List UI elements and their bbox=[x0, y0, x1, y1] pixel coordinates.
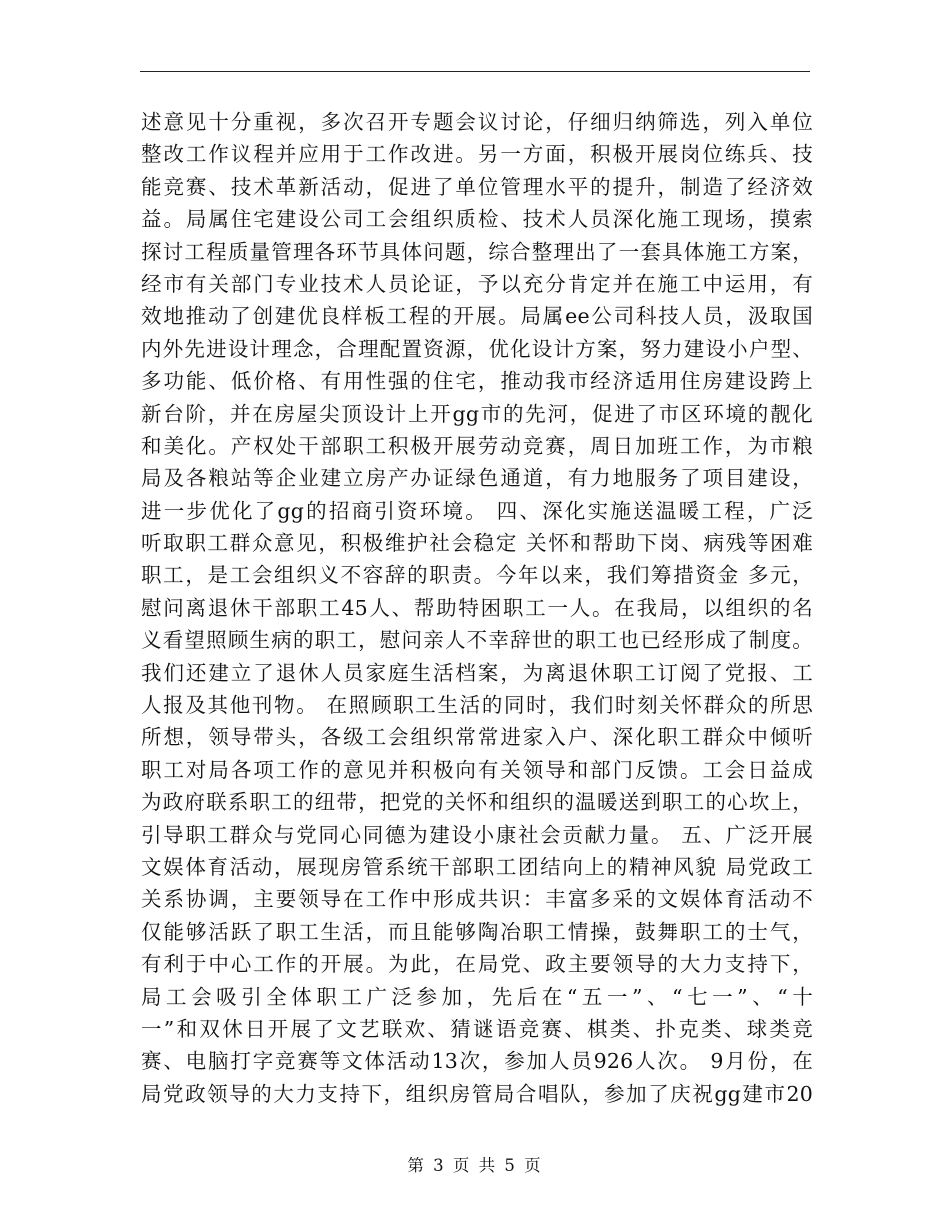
text-line: 和美化。产权处干部职工积极开展劳动竞赛，周日加班工作，为市粮 bbox=[141, 433, 813, 458]
text-line: 进一步优化了gg的招商引资环境。 四、深化实施送温暖工程，广泛 bbox=[141, 498, 813, 523]
text-line: 整改工作议程并应用于工作改进。另一方面，积极开展岗位练兵、技 bbox=[141, 142, 813, 167]
text-line: 义看望照顾生病的职工，慰问亲人不幸辞世的职工也已经形成了制度。 bbox=[141, 628, 813, 653]
page-footer: 第 3 页 共 5 页 bbox=[407, 1156, 543, 1175]
text-line: 文娱体育活动，展现房管系统干部职工团结向上的精神风貌 局党政工 bbox=[141, 854, 813, 879]
text-line: 局及各粮站等企业建立房产办证绿色通道，有力地服务了项目建设， bbox=[141, 466, 813, 491]
text-line: 赛、电脑打字竞赛等文体活动13次，参加人员926人次。 9月份，在 bbox=[141, 1049, 813, 1074]
text-line: 关系协调，主要领导在工作中形成共识：丰富多采的文娱体育活动不 bbox=[141, 887, 813, 912]
text-line: 所想，领导带头，各级工会组织常常进家入户、深化职工群众中倾听 bbox=[141, 725, 813, 750]
text-line: 经市有关部门专业技术人员论证，予以充分肯定并在施工中运用，有 bbox=[141, 271, 813, 296]
text-line: 听取职工群众意见，积极维护社会稳定 关怀和帮助下岗、病残等困难 bbox=[141, 531, 813, 556]
text-line: 人报及其他刊物。 在照顾职工生活的同时，我们时刻关怀群众的所思 bbox=[141, 693, 813, 718]
text-line: 局党政领导的大力支持下，组织房管局合唱队，参加了庆祝gg建市20 bbox=[141, 1081, 813, 1106]
text-line: 我们还建立了退休人员家庭生活档案，为离退休职工订阅了党报、工 bbox=[141, 660, 813, 685]
text-line: 新台阶，并在房屋尖顶设计上开gg市的先河，促进了市区环境的靓化 bbox=[141, 401, 813, 426]
text-line: 述意见十分重视，多次召开专题会议讨论，仔细归纳筛选，列入单位 bbox=[141, 110, 813, 134]
text-line: 内外先进设计理念，合理配置资源，优化设计方案，努力建设小户型、 bbox=[141, 336, 813, 361]
text-line: 职工，是工会组织义不容辞的职责。今年以来，我们筹措资金 多元， bbox=[141, 563, 813, 588]
text-line: 局工会吸引全体职工广泛参加，先后在“五一”、“七一”、“十 bbox=[141, 984, 813, 1009]
text-line: 能竞赛、技术革新活动，促进了单位管理水平的提升，制造了经济效 bbox=[141, 174, 813, 199]
text-line: 有利于中心工作的开展。为此，在局党、政主要领导的大力支持下， bbox=[141, 952, 813, 977]
text-line: 仅能够活跃了职工生活，而且能够陶冶职工情操，鼓舞职工的士气， bbox=[141, 919, 813, 944]
text-line: 为政府联系职工的纽带，把党的关怀和组织的温暖送到职工的心坎上， bbox=[141, 790, 813, 815]
text-line: 一”和双休日开展了文艺联欢、猜谜语竞赛、棋类、扑克类、球类竞 bbox=[141, 1016, 813, 1041]
body-text bbox=[141, 106, 813, 1110]
text-line: 多功能、低价格、有用性强的住宅，推动我市经济适用住房建设跨上 bbox=[141, 369, 813, 394]
text-line: 引导职工群众与党同心同德为建设小康社会贡献力量。 五、广泛开展 bbox=[141, 822, 813, 847]
header-rule bbox=[140, 71, 810, 72]
text-line: 慰问离退休干部职工45人、帮助特困职工一人。在我局，以组织的名 bbox=[141, 595, 813, 620]
text-line: 职工对局各项工作的意见并积极向有关领导和部门反馈。工会日益成 bbox=[141, 757, 813, 782]
text-line: 益。局属住宅建设公司工会组织质检、技术人员深化施工现场，摸索 bbox=[141, 207, 813, 232]
text-line: 探讨工程质量管理各环节具体问题，综合整理出了一套具体施工方案， bbox=[141, 239, 813, 264]
text-line: 效地推动了创建优良样板工程的开展。局属ee公司科技人员，汲取国 bbox=[141, 304, 813, 329]
